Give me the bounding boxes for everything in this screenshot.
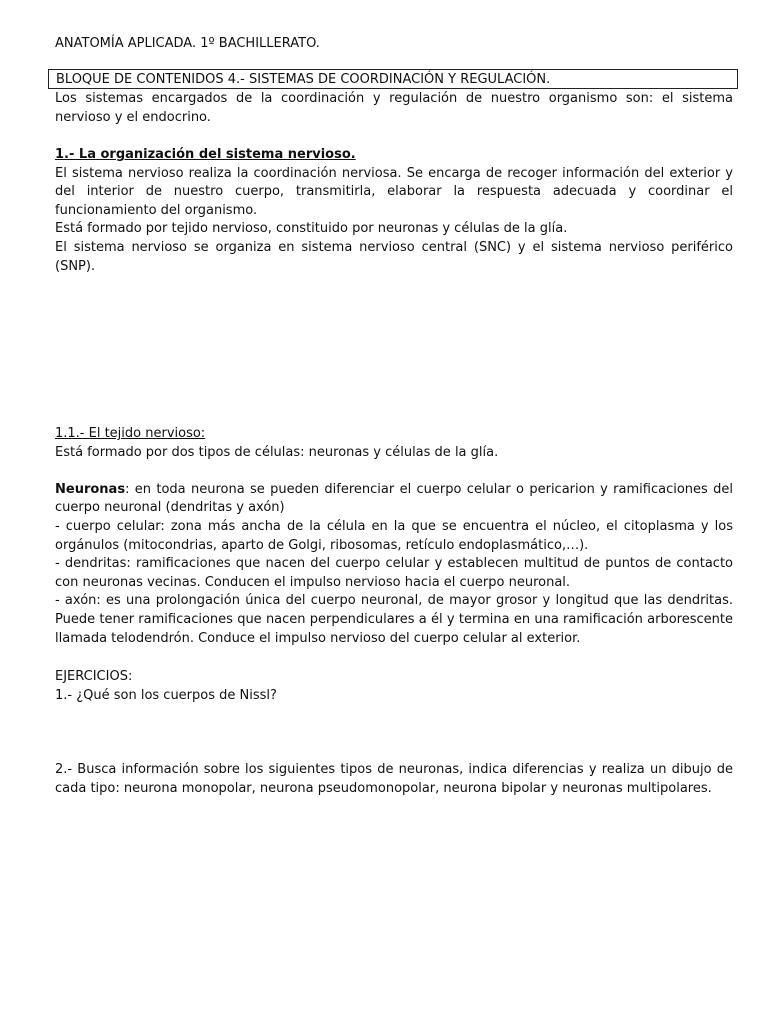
section-1-1-heading: 1.1.- El tejido nervioso: <box>55 426 206 441</box>
list-item-cuerpo-celular: - cuerpo celular: zona más ancha de la célula en la que se encuentra el núcleo, el citoplasma y los orgánulos (mitocondrias, aparto de Golgi, ribosomas, retículo endoplasmático,…). <box>55 518 733 553</box>
course-title: ANATOMÍA APLICADA. 1º BACHILLERATO. <box>55 36 320 51</box>
content-block-box: BLOQUE DE CONTENIDOS 4.- SISTEMAS DE COORDINACIÓN Y REGULACIÓN. <box>48 69 738 89</box>
list-item-dendritas: - dendritas: ramificaciones que nacen del cuerpo celular y establecen multitud de puntos de contacto con neuronas vecinas. Conducen el impulso nervioso hacia el cuerpo neuronal. <box>55 556 733 590</box>
section-1-heading: 1.- La organización del sistema nervioso. <box>55 147 356 162</box>
list-item-axon: - axón: es una prolongación única del cuerpo neuronal, de mayor grosor y longitud que las dendritas. Puede tener ramificaciones que nacen perpendiculares a él y termina en una ramificación arborescente llamada telodendrón. Conduce el impulso nervioso del cuerpo celular al exterior. <box>55 593 733 646</box>
exercise-2-block <box>55 761 733 798</box>
exercise-1: 1.- ¿Qué son los cuerpos de Nissl? <box>55 687 277 703</box>
section-nervous-system <box>55 146 733 276</box>
section-1-paragraph: Está formado por tejido nervioso, constituido por neuronas y células de la glía. <box>55 221 568 237</box>
section-1-paragraph: El sistema nervioso realiza la coordinación nerviosa. Se encarga de recoger información del exterior y del interior de nuestro cuerpo, transmitirla, elaborar la respuesta adecuada y coordinar el funcionamiento del organismo. <box>55 165 733 218</box>
section-1-paragraph: El sistema nervioso se organiza en sistema nervioso central (SNC) y el sistema nervioso periférico (SNP). <box>55 239 733 274</box>
neuronas-definition: : en toda neurona se pueden diferenciar el cuerpo celular o pericarion y ramificaciones del cuerpo neuronal (dendritas y axón) <box>55 481 733 516</box>
neuronas-term: Neuronas <box>55 481 126 497</box>
exercise-2: 2.- Busca información sobre los siguientes tipos de neuronas, indica diferencias y realiza un dibujo de cada tipo: neurona monopolar, neurona pseudomonopolar, neurona bipolar y neuronas multipolares. <box>55 762 733 796</box>
section-1-1-intro: Está formado por dos tipos de células: neuronas y células de la glía. <box>55 444 499 460</box>
exercises-heading: EJERCICIOS: <box>55 669 133 684</box>
neuronas-paragraph <box>55 481 733 518</box>
section-nervous-tissue <box>55 425 733 648</box>
intro-paragraph: Los sistemas encargados de la coordinación y regulación de nuestro organismo son: el sistema nervioso y el endocrino. <box>55 91 733 125</box>
exercises-section <box>55 668 733 705</box>
